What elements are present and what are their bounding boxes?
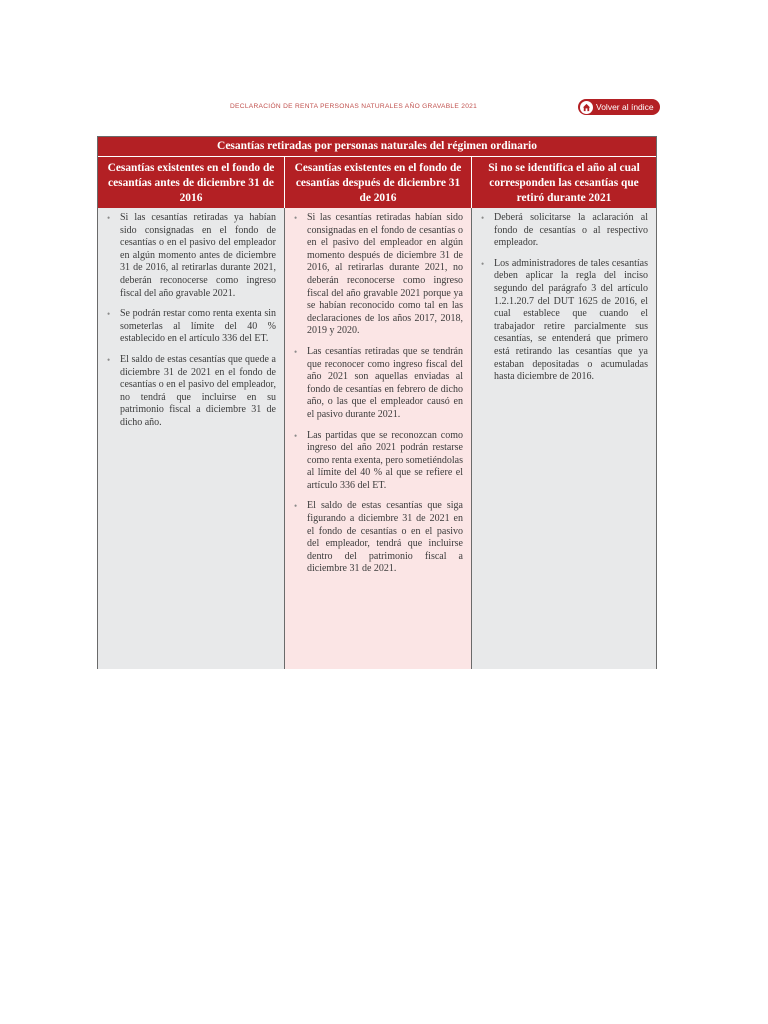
list-item: • Se podrán restar como renta exenta sin someterlas al límite del 40 % establecido en el artículo 336 del ET. <box>104 308 276 346</box>
list-item: • Las partidas que se reconozcan como ingreso del año 2021 podrán restarse como renta exenta, pero sometiéndolas al límite del 40 % al que se refiere el artículo 336 del ET. <box>291 430 463 493</box>
list-item: • Las cesantías retiradas que se tendrán que reconocer como ingreso fiscal del año 2021 son aquellas enviadas al fondo de cesantías en febrero de dicho año, o las que el empleador causó en el pasivo durante 2021. <box>291 346 463 422</box>
list-item: • Los administradores de tales cesantías deben aplicar la regla del inciso segundo del parágrafo 3 del artículo 1.2.1.20.7 del DUT 1625 de 2016, el cual establece que cuando el trabajador retire parcialmente sus cesantías, se entenderá que primero está retirando las cesantías que ya estaban depositadas o acumuladas hasta diciembre de 2016. <box>478 258 648 384</box>
back-button-label: Volver al índice <box>596 102 654 112</box>
column-unidentified-year <box>471 208 656 669</box>
table-header-row <box>98 157 656 208</box>
column-after-2016 <box>284 208 471 669</box>
list-item: • Deberá solicitarse la aclaración al fondo de cesantías o al respectivo empleador. <box>478 212 648 250</box>
list-item: • Si las cesantías retiradas habían sido consignadas en el fondo de cesantías o en el pasivo del empleador en algún momento después de diciembre 31 de 2016, al retirarlas durante 2021, no deberán reconocerse como ingreso fiscal del año gravable 2021 porque ya se habían reconocido como tal en las declaraciones de los años 2017, 2018, 2019 y 2020. <box>291 212 463 338</box>
cesantias-table <box>97 136 657 669</box>
column-heading-unidentified-year: Si no se identifica el año al cual corresponden las cesantías que retiró durante 2021 <box>471 157 656 208</box>
bullet-list <box>478 212 648 384</box>
table-title: Cesantías retiradas por personas naturales del régimen ordinario <box>98 137 656 157</box>
bullet-list <box>291 212 463 576</box>
column-heading-after-2016: Cesantías existentes en el fondo de cesantías después de diciembre 31 de 2016 <box>284 157 471 208</box>
document-header-title: DECLARACIÓN DE RENTA PERSONAS NATURALES AÑO GRAVABLE 2021 <box>230 103 478 110</box>
home-icon <box>580 101 593 114</box>
list-item: • El saldo de estas cesantías que siga figurando a diciembre 31 de 2021 en el fondo de cesantías o en el pasivo del empleador, tendrá que incluirse dentro del patrimonio fiscal a diciembre 31 de 2021. <box>291 500 463 576</box>
back-to-index-button[interactable] <box>578 99 660 115</box>
list-item: • Si las cesantías retiradas ya habían sido consignadas en el fondo de cesantías o en el pasivo del empleador en algún momento antes de diciembre 31 de 2016, al retirarlas durante 2021, deberán reconocerse como ingreso fiscal del año gravable 2021. <box>104 212 276 300</box>
column-heading-before-2016: Cesantías existentes en el fondo de cesantías antes de diciembre 31 de 2016 <box>98 157 284 208</box>
column-before-2016 <box>98 208 284 669</box>
bullet-list <box>104 212 276 430</box>
table-body-row <box>98 208 656 669</box>
list-item: • El saldo de estas cesantías que quede a diciembre 31 de 2021 en el fondo de cesantías o en el pasivo del empleador, no tendrá que incluirse en su patrimonio fiscal a diciembre 31 de dicho año. <box>104 354 276 430</box>
